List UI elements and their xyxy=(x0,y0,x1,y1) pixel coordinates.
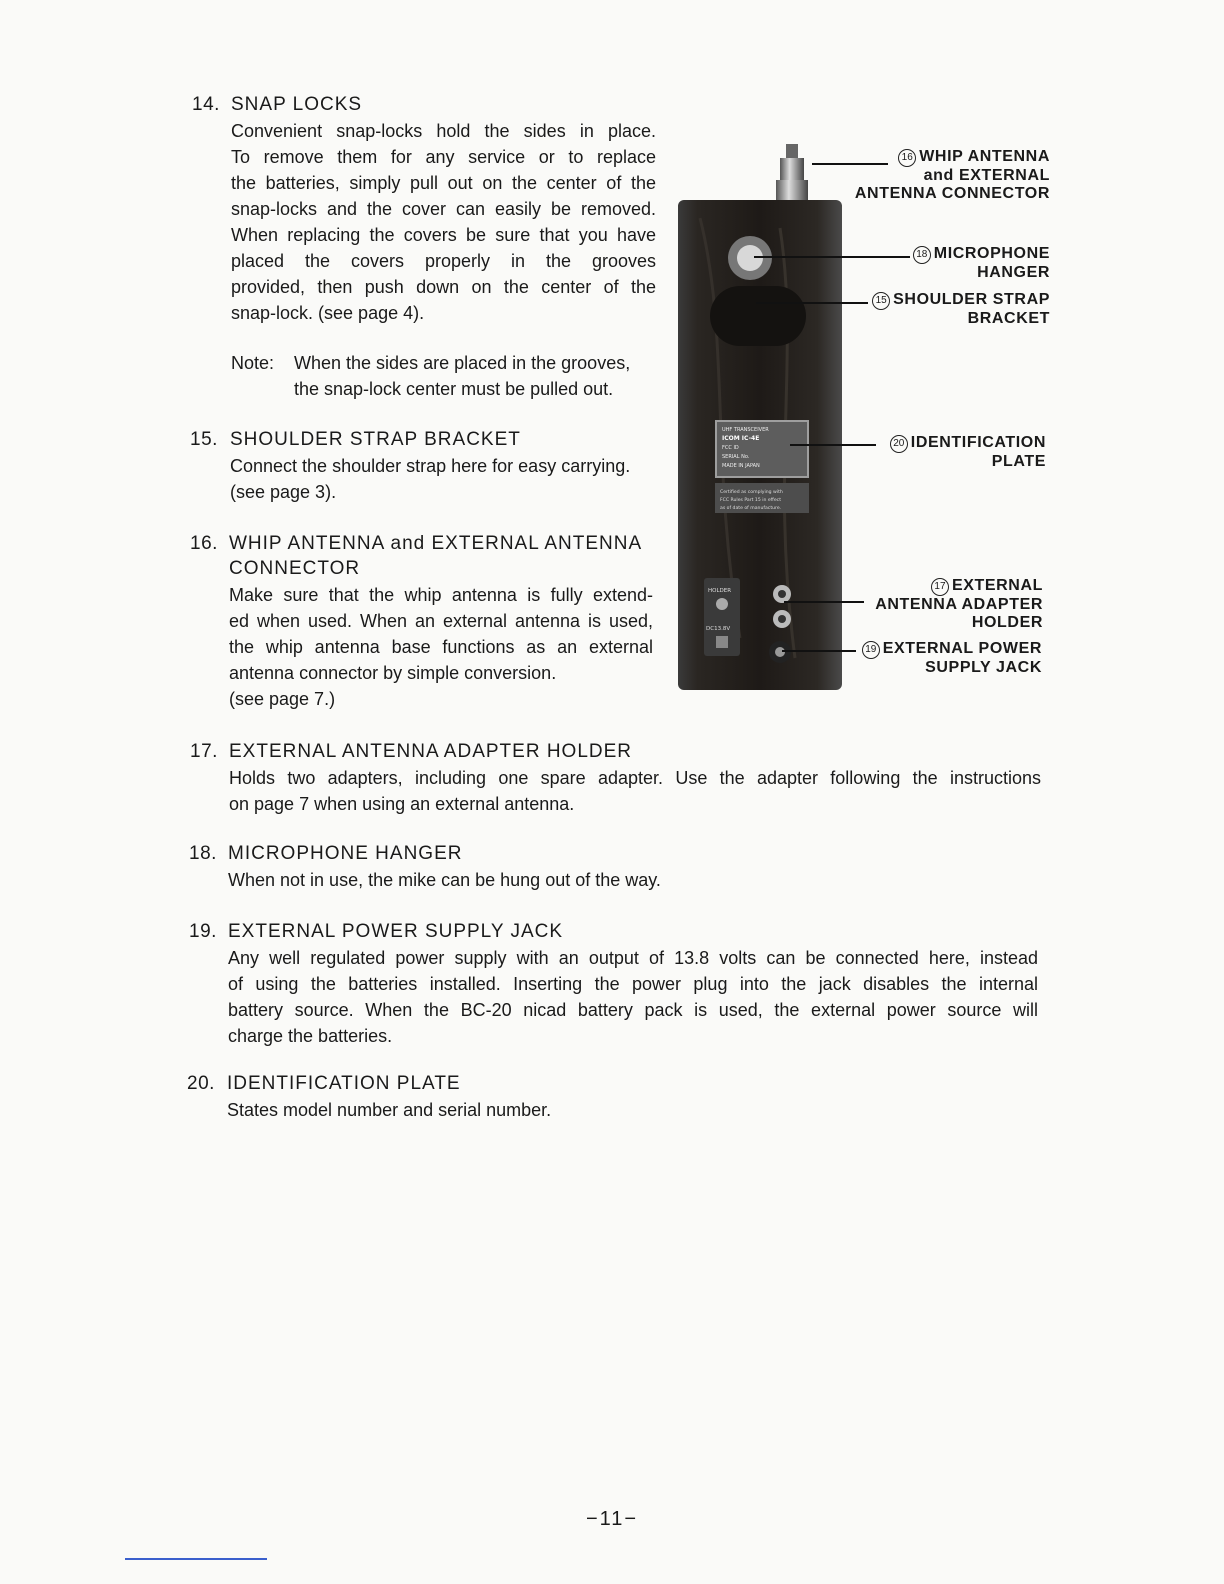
section-17-body xyxy=(229,765,1041,817)
bottom-rule xyxy=(125,1558,267,1560)
note-label: Note: xyxy=(231,353,275,373)
callout-line: PLATE xyxy=(991,453,1046,470)
section-14-line: provided, then push down on the center of the xyxy=(231,277,656,297)
leader-line xyxy=(754,256,910,258)
section-15-title: SHOULDER STRAP BRACKET xyxy=(230,429,521,450)
plate-line: FCC ID xyxy=(722,445,739,451)
section-19-line: of using the batteries installed. Inserting the power plug into the jack disables the internal xyxy=(228,974,1038,994)
callout-16 xyxy=(855,148,1050,203)
section-17-title: EXTERNAL ANTENNA ADAPTER HOLDER xyxy=(229,741,633,762)
cert-line: Certified as complying with xyxy=(720,490,783,495)
section-14-line: snap-locks and the cover can easily be removed. xyxy=(231,199,656,219)
callout-number: 18 xyxy=(913,246,931,264)
callout-line: HOLDER xyxy=(971,614,1043,631)
callout-line: HANGER xyxy=(977,264,1050,281)
callout-number: 16 xyxy=(898,149,916,167)
callout-number: 15 xyxy=(872,292,890,310)
callout-line: and EXTERNAL xyxy=(923,167,1050,184)
callout-number: 20 xyxy=(890,435,908,453)
section-17-line: on page 7 when using an external antenna. xyxy=(229,794,575,814)
section-15-body xyxy=(230,453,630,505)
callout-line: IDENTIFICATION xyxy=(910,434,1046,451)
callout-line: WHIP ANTENNA xyxy=(919,148,1050,165)
callout-line: SHOULDER STRAP xyxy=(893,291,1050,308)
callout-line: MICROPHONE xyxy=(933,245,1050,262)
section-16-number: 16. xyxy=(190,533,218,554)
section-20-title: IDENTIFICATION PLATE xyxy=(227,1073,461,1094)
identification-plate xyxy=(715,420,809,478)
callout-line: SUPPLY JACK xyxy=(925,659,1042,676)
callout-line: EXTERNAL xyxy=(951,577,1043,594)
section-18-body xyxy=(228,867,661,893)
note-text xyxy=(294,350,630,402)
leader-line xyxy=(782,650,856,652)
external-power-jack xyxy=(769,641,791,663)
section-16-line: (see page 7.) xyxy=(229,689,336,709)
section-16-line: Make sure that the whip antenna is fully extend- xyxy=(229,585,653,605)
section-15-number: 15. xyxy=(190,429,218,450)
section-18-title: MICROPHONE HANGER xyxy=(228,843,463,864)
shoulder-strap-bracket xyxy=(710,286,806,346)
section-16-title-cont: CONNECTOR xyxy=(229,558,361,579)
section-19-title: EXTERNAL POWER SUPPLY JACK xyxy=(228,921,564,942)
section-14-line: placed the covers properly in the grooves xyxy=(231,251,656,271)
plate-line: MADE IN JAPAN xyxy=(722,463,760,469)
note-line: the snap-lock center must be pulled out. xyxy=(294,379,614,399)
section-16-line: antenna connector by simple conversion. xyxy=(229,663,557,683)
section-19-number: 19. xyxy=(189,921,217,942)
section-20-line: States model number and serial number. xyxy=(227,1100,552,1120)
section-14-line: the batteries, simply pull out on the center of the xyxy=(231,173,656,193)
section-14-line: snap-lock. (see page 4). xyxy=(231,303,425,323)
section-14-title: SNAP LOCKS xyxy=(231,94,363,115)
plate-line: UHF TRANSCEIVER xyxy=(722,427,769,433)
leader-line xyxy=(784,601,864,603)
section-19-line: battery source. When the BC-20 nicad battery pack is used, the external power source will xyxy=(228,1000,1038,1020)
plate-line: ICOM IC-4E xyxy=(722,435,760,442)
section-19-body xyxy=(228,945,1038,1049)
callout-18 xyxy=(913,245,1050,282)
cert-line: as of date of manufacture. xyxy=(720,506,782,511)
section-14-line: When replacing the covers be sure that you have xyxy=(231,225,656,245)
note-line: When the sides are placed in the grooves, xyxy=(294,353,631,373)
callout-number: 19 xyxy=(862,641,880,659)
section-19-line: charge the batteries. xyxy=(228,1026,393,1046)
section-14-number: 14. xyxy=(192,94,220,115)
leader-line xyxy=(790,444,876,446)
callout-line: EXTERNAL POWER xyxy=(882,640,1042,657)
callout-17 xyxy=(875,577,1043,632)
panel-dc-label: DC13.8V xyxy=(706,626,731,632)
section-18-number: 18. xyxy=(189,843,217,864)
section-14-line: To remove them for any service or to replace xyxy=(231,147,656,167)
plate-line: SERIAL No. xyxy=(722,454,750,460)
leader-line xyxy=(756,302,868,304)
section-15-line: Connect the shoulder strap here for easy carrying. xyxy=(230,456,631,476)
section-16-body xyxy=(229,582,653,712)
certification-label xyxy=(715,483,809,513)
section-15-line: (see page 3). xyxy=(230,482,337,502)
page-number: −11− xyxy=(585,1508,639,1530)
microphone-hanger xyxy=(728,236,772,280)
bottom-panel xyxy=(704,578,740,656)
section-16-title: WHIP ANTENNA and EXTERNAL ANTENNA xyxy=(229,533,643,554)
section-20-body xyxy=(227,1097,551,1123)
callout-15 xyxy=(872,291,1050,328)
callout-line: ANTENNA ADAPTER xyxy=(875,596,1043,613)
panel-holder-label: HOLDER xyxy=(708,588,732,594)
section-16-line: ed when used. When an external antenna is used, xyxy=(229,611,653,631)
callout-number: 17 xyxy=(931,578,949,596)
transceiver-photo xyxy=(670,138,850,698)
section-20-number: 20. xyxy=(187,1073,215,1094)
callout-line: ANTENNA CONNECTOR xyxy=(854,185,1050,202)
section-18-line: When not in use, the mike can be hung out of the way. xyxy=(228,870,661,890)
section-17-line: Holds two adapters, including one spare adapter. Use the adapter following the instructions xyxy=(229,768,1041,788)
cert-line: FCC Rules Part 15 in effect xyxy=(720,498,781,503)
antenna-connector xyxy=(776,144,808,202)
callout-20 xyxy=(890,434,1046,471)
callout-19 xyxy=(862,640,1042,677)
section-14-body xyxy=(231,118,656,326)
section-16-line: the whip antenna base functions as an external xyxy=(229,637,653,657)
section-17-number: 17. xyxy=(190,741,218,762)
section-19-line: Any well regulated power supply with an output of 13.8 volts can be connected here, instead xyxy=(228,948,1038,968)
section-14-line: Convenient snap-locks hold the sides in place. xyxy=(231,121,656,141)
callout-line: BRACKET xyxy=(967,310,1050,327)
